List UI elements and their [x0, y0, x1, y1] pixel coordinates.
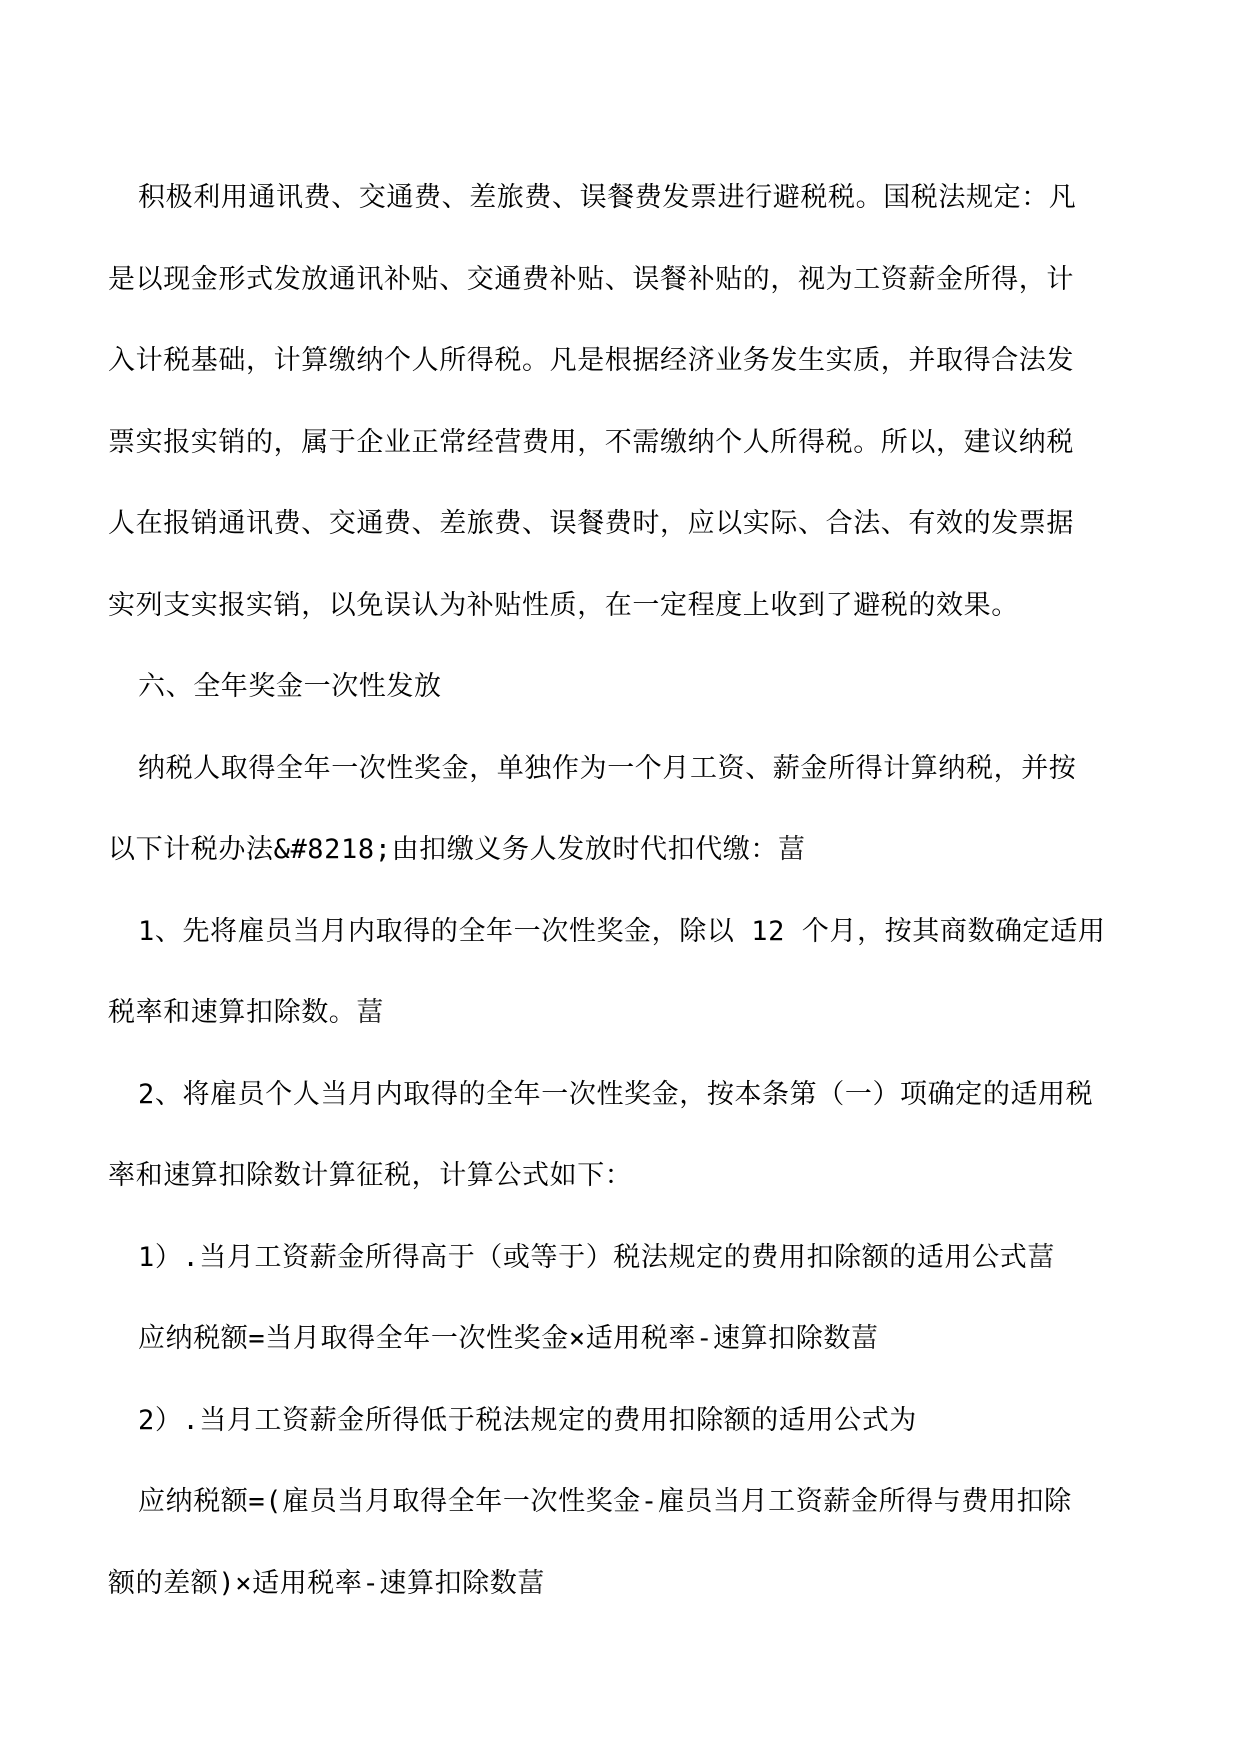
paragraph-line: 实列支实报实销，以免误认为补贴性质，在一定程度上收到了避税的效果。	[108, 589, 1019, 621]
line-text: 1）.当月工资薪金所得高于（或等于）税法规定的费用扣除额的适用公式	[138, 1241, 1028, 1273]
paragraph-end-mark: 葍	[850, 1323, 879, 1354]
paragraph-line: 人在报销通讯费、交通费、差旅费、误餐费时，应以实际、合法、有效的发票据	[108, 508, 1074, 539]
paragraph-line: 是以现金形式发放通讯补贴、交通费补贴、误餐补贴的，视为工资薪金所得，计	[108, 263, 1074, 295]
paragraph-line: 2）.当月工资薪金所得低于税法规定的费用扣除额的适用公式为	[138, 1404, 917, 1436]
paragraph-end-mark: 葍	[778, 834, 806, 865]
paragraph-line: 票实报实销的，属于企业正常经营费用，不需缴纳个人所得税。所以，建议纳税	[108, 426, 1074, 458]
paragraph-line: 纳税人取得全年一次性奖金，单独作为一个月工资、薪金所得计算纳税，并按	[138, 752, 1077, 784]
formula-line	[108, 1298, 1138, 1380]
formula-line	[108, 1543, 1138, 1625]
line-text: 税率和速算扣除数。	[108, 997, 357, 1028]
paragraph-line	[108, 972, 1138, 1054]
paragraph-line: 2、将雇员个人当月内取得的全年一次性奖金，按本条第（一）项确定的适用税	[138, 1078, 1094, 1110]
paragraph-end-mark: 葍	[517, 1567, 545, 1599]
paragraph-line: 1、先将雇员当月内取得的全年一次性奖金，除以 12 个月，按其商数确定适用	[138, 915, 1106, 947]
line-text: 额的差额)×适用税率-速算扣除数	[108, 1567, 518, 1599]
paragraph-line: 积极利用通讯费、交通费、差旅费、误餐费发票进行避税税。国税法规定：凡	[138, 182, 1077, 213]
paragraph-line	[108, 1217, 1138, 1299]
formula-line: 应纳税额=(雇员当月取得全年一次性奖金-雇员当月工资薪金所得与费用扣除	[138, 1486, 1072, 1517]
paragraph-end-mark: 葍	[1027, 1241, 1055, 1273]
paragraph-line: 率和速算扣除数计算征税，计算公式如下：	[108, 1160, 633, 1191]
line-text: 以下计税办法&#8218;由扣缴义务人发放时代扣代缴：	[108, 834, 778, 865]
section-heading: 六、全年奖金一次性发放	[138, 671, 442, 702]
paragraph-line	[108, 809, 1138, 891]
paragraph-line: 入计税基础，计算缴纳个人所得税。凡是根据经济业务发生实质，并取得合法发	[108, 345, 1074, 376]
line-text: 应纳税额=当月取得全年一次性奖金×适用税率-速算扣除数	[138, 1323, 851, 1354]
document-body	[108, 157, 1138, 1624]
paragraph-end-mark: 葍	[356, 997, 385, 1028]
